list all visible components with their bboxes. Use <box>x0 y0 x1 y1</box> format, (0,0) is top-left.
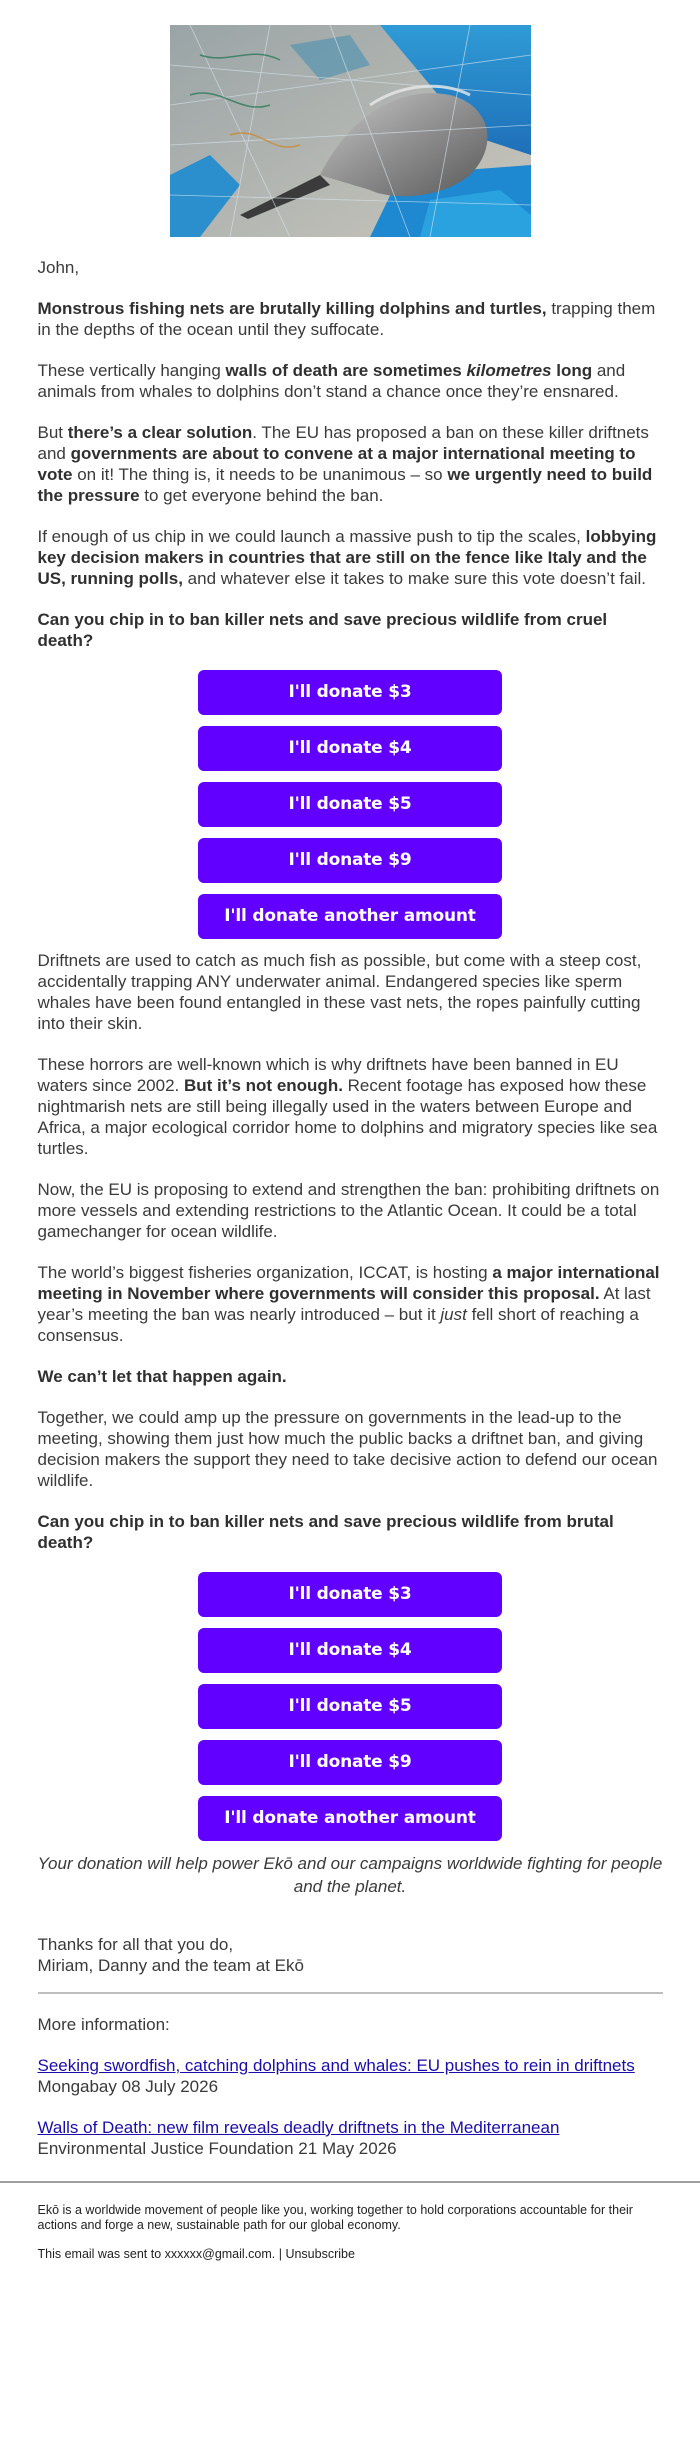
article-link-ejf[interactable]: Walls of Death: new film reveals deadly driftnets in the Mediterranean <box>37 2118 560 2137</box>
footer-sent-to: This email was sent to xxxxxx@gmail.com. | Unsubscribe <box>37 2247 355 2261</box>
paragraph-body-8 <box>38 1262 663 1346</box>
more-info-item-1 <box>38 2055 663 2097</box>
intro-3-b: there’s a clear solution <box>67 423 253 442</box>
intro-3-f: we urgently need to build the pressure <box>37 465 653 505</box>
paragraph-intro-4 <box>38 526 663 589</box>
paragraph-body-9 <box>38 1366 663 1387</box>
donate-9-button[interactable]: I'll donate $9 <box>198 1740 502 1785</box>
intro-4-b: lobbying key decision makers in countries that are still on the fence like Italy and the US, running polls, <box>37 527 657 588</box>
paragraph-intro-1 <box>38 298 663 340</box>
intro-1-bold: Monstrous fishing nets are brutally killing dolphins and turtles, <box>37 299 547 318</box>
more-info-heading: More information: <box>37 2015 170 2034</box>
intro-2-italic: kilometres <box>466 361 552 380</box>
divider <box>38 1992 663 1994</box>
intro-3-a: But <box>37 423 68 442</box>
body-9-bold: We can’t let that happen again. <box>37 1367 287 1386</box>
body-6-b: But it’s not enough. <box>183 1076 343 1095</box>
paragraph-intro-3 <box>38 422 663 506</box>
donate-3-button[interactable]: I'll donate $3 <box>198 670 502 715</box>
greeting: John, <box>37 258 80 277</box>
donate-buttons-group-2 <box>198 1572 502 1841</box>
donate-buttons-group-1 <box>198 670 502 939</box>
intro-3-g: to get everyone behind the ban. <box>139 486 384 505</box>
intro-2-bold <box>226 361 593 380</box>
body-8-c: At last year’s meeting the ban was nearly introduced – but it <box>37 1284 651 1324</box>
paragraph-intro-2 <box>38 360 663 402</box>
donation-note: Your donation will help power Ekō and our campaigns worldwide fighting for people and the planet. <box>37 1854 663 1896</box>
intro-3-e: on it! The thing is, it needs to be unanimous – so <box>72 465 448 484</box>
donate-4-button[interactable]: I'll donate $4 <box>198 726 502 771</box>
paragraph-body-5: Driftnets are used to catch as much fish as possible, but come with a steep cost, accidentally trapping ANY underwater animal. Endangered species like sperm whales have been found entangled in these vast nets, the ropes painfully cutting into their skin. <box>37 951 642 1033</box>
article-source-2: Environmental Justice Foundation 21 May 2026 <box>37 2139 397 2158</box>
intro-1-rest: trapping them in the depths of the ocean until they suffocate. <box>37 299 656 339</box>
hero-image-dolphin-in-net <box>170 25 531 237</box>
body-6-a: These horrors are well-known which is why driftnets have been banned in EU waters since 2002. <box>37 1055 619 1095</box>
intro-3-c: . The EU has proposed a ban on these killer driftnets and <box>37 423 649 463</box>
footer-about: Ekō is a worldwide movement of people like you, working together to hold corporations accountable for their actions and forge a new, sustainable path for our global economy. <box>37 2203 633 2232</box>
article-link-mongabay[interactable]: Seeking swordfish, catching dolphins and whales: EU pushes to rein in driftnets <box>37 2056 635 2075</box>
body-8-e: fell short of reaching a consensus. <box>37 1305 639 1345</box>
donation-ask-1: Can you chip in to ban killer nets and save precious wildlife from cruel death? <box>37 610 608 650</box>
signoff-line-2: Miriam, Danny and the team at Ekō <box>37 1956 304 1975</box>
paragraph-body-6 <box>38 1054 663 1159</box>
donation-ask-2: Can you chip in to ban killer nets and save precious wildlife from brutal death? <box>37 1512 614 1552</box>
donate-4-button[interactable]: I'll donate $4 <box>198 1628 502 1673</box>
body-8-a: The world’s biggest fisheries organization, ICCAT, is hosting <box>37 1263 493 1282</box>
article-source-1: Mongabay 08 July 2026 <box>37 2077 219 2096</box>
email-footer <box>0 2181 700 2262</box>
intro-2-d: long <box>551 361 593 380</box>
intro-2-a: These vertically hanging <box>37 361 226 380</box>
body-8-b: a major international meeting in November where governments will consider this proposal. <box>37 1263 660 1303</box>
body-8-italic: just <box>440 1305 467 1324</box>
intro-2-e: and animals from whales to dolphins don’t stand a chance once they’re ensnared. <box>37 361 626 401</box>
intro-2-b: walls of death are sometimes <box>225 361 467 380</box>
email-body <box>38 257 663 2262</box>
donate-3-button[interactable]: I'll donate $3 <box>198 1572 502 1617</box>
donate-other-amount-button[interactable]: I'll donate another amount <box>198 1796 502 1841</box>
paragraph-body-10: Together, we could amp up the pressure on governments in the lead-up to the meeting, showing them just how much the public backs a driftnet ban, and giving decision makers the support they need to take decisive action to defend our ocean wildlife. <box>37 1408 658 1490</box>
intro-3-d: governments are about to convene at a major international meeting to vote <box>37 444 636 484</box>
donate-other-amount-button[interactable]: I'll donate another amount <box>198 894 502 939</box>
donate-5-button[interactable]: I'll donate $5 <box>198 782 502 827</box>
signoff-line-1: Thanks for all that you do, <box>37 1935 234 1954</box>
body-6-c: Recent footage has exposed how these nightmarish nets are still being illegally used in the waters between Europe and Africa, a major ecological corridor home to dolphins and migratory species like sea turtles. <box>37 1076 658 1158</box>
intro-4-c: and whatever else it takes to make sure this vote doesn’t fail. <box>182 569 646 588</box>
donate-9-button[interactable]: I'll donate $9 <box>198 838 502 883</box>
paragraph-body-7: Now, the EU is proposing to extend and strengthen the ban: prohibiting driftnets on more vessels and extending restrictions to the Atlantic Ocean. It could be a total gamechanger for ocean wildlife. <box>37 1180 660 1241</box>
intro-4-a: If enough of us chip in we could launch a massive push to tip the scales, <box>37 527 586 546</box>
signoff <box>38 1934 663 1976</box>
more-info-item-2 <box>38 2117 663 2159</box>
email-container <box>38 25 663 2262</box>
donate-5-button[interactable]: I'll donate $5 <box>198 1684 502 1729</box>
